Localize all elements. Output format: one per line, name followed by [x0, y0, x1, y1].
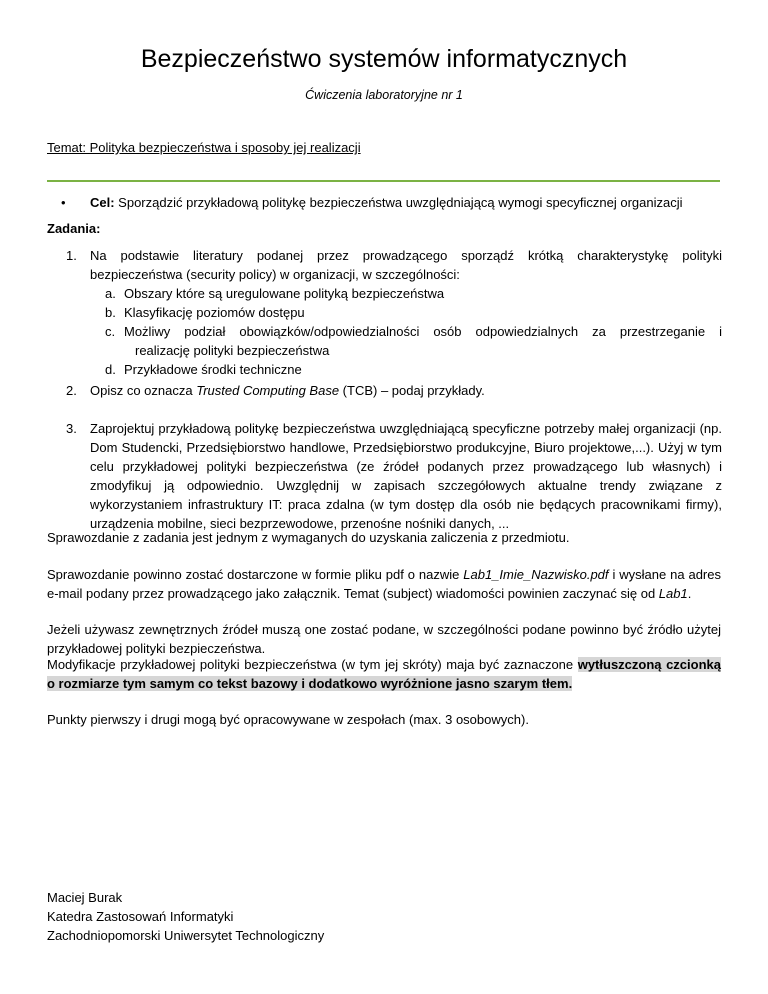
subtask-text-cont: realizację polityki bezpieczeństwa	[135, 343, 330, 358]
subtask-b	[90, 303, 722, 322]
paragraph-text: i wysłane na adres e-mail podany przez prowadzącego jako załącznik. Temat (subject) wiadomości powinien zaczynać się od	[47, 567, 721, 601]
task-text-line: Na podstawie literatury podanej przez prowadzącego sporządź krótką charakterystykę polityki	[90, 248, 722, 263]
subject-prefix: Lab1	[658, 586, 688, 601]
file-name: Lab1_Imie_Nazwisko.pdf	[463, 567, 609, 582]
subtask-letter: d.	[105, 362, 116, 377]
tasks-heading: Zadania:	[47, 221, 101, 236]
paragraph-requirement: Sprawozdanie z zadania jest jednym z wymaganych do uzyskania zaliczenia z przedmiotu.	[47, 530, 570, 545]
task-2	[66, 381, 722, 400]
subtask-letter: b.	[105, 305, 116, 320]
subtask-c	[90, 322, 722, 360]
task-text: Opisz co oznacza	[90, 383, 197, 398]
paragraph-modifications	[47, 655, 721, 693]
subtask-letter: c.	[105, 324, 116, 339]
highlighted-text: wytłuszczoną czcionką o rozmiarze tym samym co tekst bazowy i dodatkowo wyróżnione jasno szarym tłem.	[47, 657, 721, 691]
author-name: Maciej Burak	[47, 890, 123, 905]
document-subtitle: Ćwiczenia laboratoryjne nr 1	[305, 88, 463, 102]
task-number: 2.	[66, 383, 77, 398]
task-3	[66, 419, 722, 533]
document-title: Bezpieczeństwo systemów informatycznych	[140, 45, 628, 73]
paragraph-submission	[47, 565, 721, 603]
goal-item	[61, 195, 683, 210]
subtask-text: Obszary które są uregulowane polityką bezpieczeństwa	[124, 286, 445, 301]
task-term: Trusted Computing Base	[196, 383, 340, 398]
author-university: Zachodniopomorski Uniwersytet Technologiczny	[47, 928, 325, 943]
task-number: 1.	[66, 248, 77, 263]
subtask-text: Klasyfikację poziomów dostępu	[124, 305, 305, 320]
task-text: Zaprojektuj przykładową politykę bezpieczeństwa uwzględniającą specyficzne potrzeby małej organizacji (np. Dom Studencki, Przedsiębiorstwo handlowe, Przedsiębiorstwo produkcyjne, Biuro projektowe,...). Użyj w tym celu przykładowej polityki bezpieczeństwa (ze źródeł podanych przez prowadzącego lub własnych) i zmodyfikuj ją odpowiednio. Uwzględnij w zapisach szczegółowych aktualne trendy związane z wykorzystaniem infrastruktury IT: praca zdalna (w tym dostęp dla osób nie będących pracownikami firmy), urządzenia mobilne, sieci bezprzewodowe, przenośne nośniki danych, ...	[90, 421, 722, 531]
goal-text: Sporządzić przykładową politykę bezpieczeństwa uwzględniającą wymogi specyficznej organizacji	[114, 195, 683, 210]
bullet-icon: •	[61, 195, 66, 210]
subtask-letter: a.	[105, 286, 116, 301]
subtask-d	[90, 360, 722, 379]
paragraph-text: Modyfikacje przykładowej polityki bezpieczeństwa (w tym jej skróty) maja być zaznaczone	[47, 657, 578, 672]
task-1	[66, 246, 722, 379]
author-footer	[47, 888, 324, 945]
author-department: Katedra Zastosowań Informatyki	[47, 909, 234, 924]
paragraph-sources: Jeżeli używasz zewnętrznych źródeł muszą one zostać podane, w szczególności podane powinno być źródło użytej przykładowej polityki bezpieczeństwa.	[47, 622, 721, 656]
paragraph-text: Sprawozdanie powinno zostać dostarczone w formie pliku pdf o nazwie	[47, 567, 464, 582]
task-text-line: bezpieczeństwa (security policy) w organizacji, w szczególności:	[90, 267, 460, 282]
topic-line: Temat: Polityka bezpieczeństwa i sposoby jej realizacji	[47, 140, 361, 155]
subtask-text: Przykładowe środki techniczne	[124, 362, 302, 377]
green-divider	[47, 180, 720, 182]
paragraph-teams: Punkty pierwszy i drugi mogą być opracowywane w zespołach (max. 3 osobowych).	[47, 712, 529, 727]
task-text: (TCB) – podaj przykłady.	[339, 383, 485, 398]
goal-label: Cel:	[90, 195, 115, 210]
subtask-text: Możliwy podział obowiązków/odpowiedzialności osób odpowiedzialnych za przestrzeganie i	[124, 324, 722, 339]
paragraph-text: .	[687, 586, 692, 601]
subtask-a	[90, 284, 722, 303]
task-number: 3.	[66, 421, 77, 436]
